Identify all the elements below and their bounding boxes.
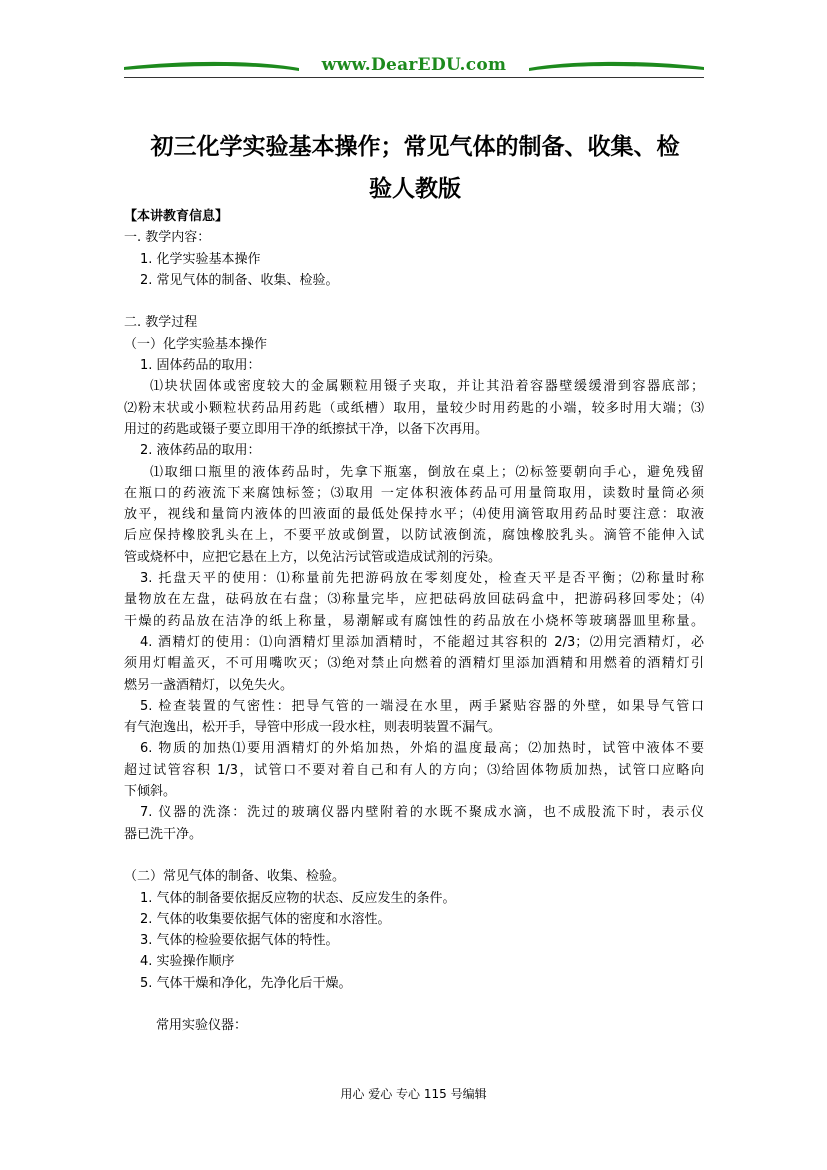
list-item: 6. 物质的加热⑴要用酒精灯的外焰加热，外焰的温度最高；⑵加热时，试管中液体不要 (140, 741, 704, 757)
list-item: 4. 酒精灯的使用：⑴向酒精灯里添加酒精时，不能超过其容积的 2/3；⑵用完酒精灯，必 (140, 634, 704, 650)
blank-line (124, 845, 704, 866)
list-item: 7. 仪器的洗涤：洗过的玻璃仪器内壁附着的水既不聚成水滴，也不成股流下时，表示仪 (140, 805, 704, 821)
list-item: 3. 托盘天平的使用：⑴称量前先把游码放在零刻度处，检查天平是否平衡；⑵称量时称 (140, 571, 704, 587)
text-line: 用过的药匙或镊子要立即用干净的纸擦拭干净，以备下次再用。 (124, 421, 489, 437)
text-line: 有气泡逸出，松开手，导管中形成一段水柱，则表明装置不漏气。 (124, 720, 502, 736)
text-line: 量物放在左盘，砝码放在右盘；⑶称量完毕，应把砝码放回砝码盒中，把游码移回零处；⑷ (124, 592, 704, 608)
list-item: 1. 化学实验基本操作 (140, 251, 261, 267)
list-item: 2. 常见气体的制备、收集、检验。 (140, 272, 339, 288)
text-line: 器已洗干净。 (124, 826, 203, 842)
text-line: 管或烧杯中，应把它悬在上方，以免沾污试管或造成试剂的污染。 (124, 549, 502, 565)
site-url[interactable]: www.DearEDU.com (321, 55, 507, 75)
list-item: 2. 液体药品的取用： (140, 443, 261, 459)
title-line-2: 验人教版 (369, 175, 461, 202)
text-line: 下倾斜。 (124, 784, 177, 800)
text-line: 燃另一盏酒精灯，以免失火。 (124, 677, 294, 693)
text-line: （二）常见气体的制备、收集、检验。 (124, 869, 346, 885)
text-line: 在瓶口的药液流下来腐蚀标签；⑶取用 一定体积液体药品可用量筒取用，读数时量筒必须 (124, 485, 704, 501)
text-line: 二. 教学过程 (124, 315, 198, 331)
title-line-1: 初三化学实验基本操作；常见气体的制备、收集、检 (150, 133, 680, 160)
list-item: 5. 检查装置的气密性：把导气管的一端浸在水里，两手紧贴容器的外壁，如果导气管口 (140, 698, 704, 714)
text-line: 放平，视线和量筒内液体的凹液面的最低处保持水平；⑷使用滴管取用药品时要注意：取液 (124, 507, 704, 523)
list-item: 4. 实验操作顺序 (140, 954, 235, 970)
text-line: 须用灯帽盖灭，不可用嘴吹灭；⑶绝对禁止向燃着的酒精灯里添加酒精和用燃着的酒精灯引 (124, 656, 704, 672)
text-line: ⑴取细口瓶里的液体药品时，先拿下瓶塞，倒放在桌上；⑵标签要朝向手心，避免残留 (150, 464, 704, 480)
blank-line (124, 291, 704, 312)
blank-line (124, 994, 704, 1015)
list-item: 1. 气体的制备要依据反应物的状态、反应发生的条件。 (140, 890, 456, 906)
list-item: 2. 气体的收集要依据气体的密度和水溶性。 (140, 911, 391, 927)
page-footer: 用心 爱心 专心 115 号编辑 (340, 1087, 487, 1101)
document-body (124, 206, 704, 1037)
text-line: 常用实验仪器： (156, 1018, 248, 1034)
list-item: 3. 气体的检验要依据气体的特性。 (140, 933, 339, 949)
text-line: ⑴块状固体或密度较大的金属颗粒用镊子夹取，并让其沿着容器壁缓缓滑到容器底部； (150, 379, 704, 395)
text-line: （一）化学实验基本操作 (124, 336, 268, 352)
page-title (120, 126, 710, 210)
list-item: 1. 固体药品的取用： (140, 358, 261, 374)
section-heading: 【本讲教育信息】 (124, 209, 229, 224)
text-line: 超过试管容积 1/3，试管口不要对着自己和有人的方向；⑶给固体物质加热，试管口应略向 (124, 762, 704, 778)
list-item: 5. 气体干燥和净化，先净化后干燥。 (140, 975, 352, 991)
text-line: 一. 教学内容： (124, 230, 211, 246)
text-line: ⑵粉末状或小颗粒状药品用药匙（或纸槽）取用，量较少时用药匙的小端，较多时用大端；⑶ (124, 400, 704, 416)
text-line: 后应保持橡胶乳头在上，不要平放或倒置，以防试液倒流，腐蚀橡胶乳头。滴管不能伸入试 (124, 528, 704, 544)
text-line: 干燥的药品放在洁净的纸上称量，易潮解或有腐蚀性的药品放在小烧杯等玻璃器皿里称量。 (124, 613, 704, 629)
header-rule (124, 77, 704, 78)
